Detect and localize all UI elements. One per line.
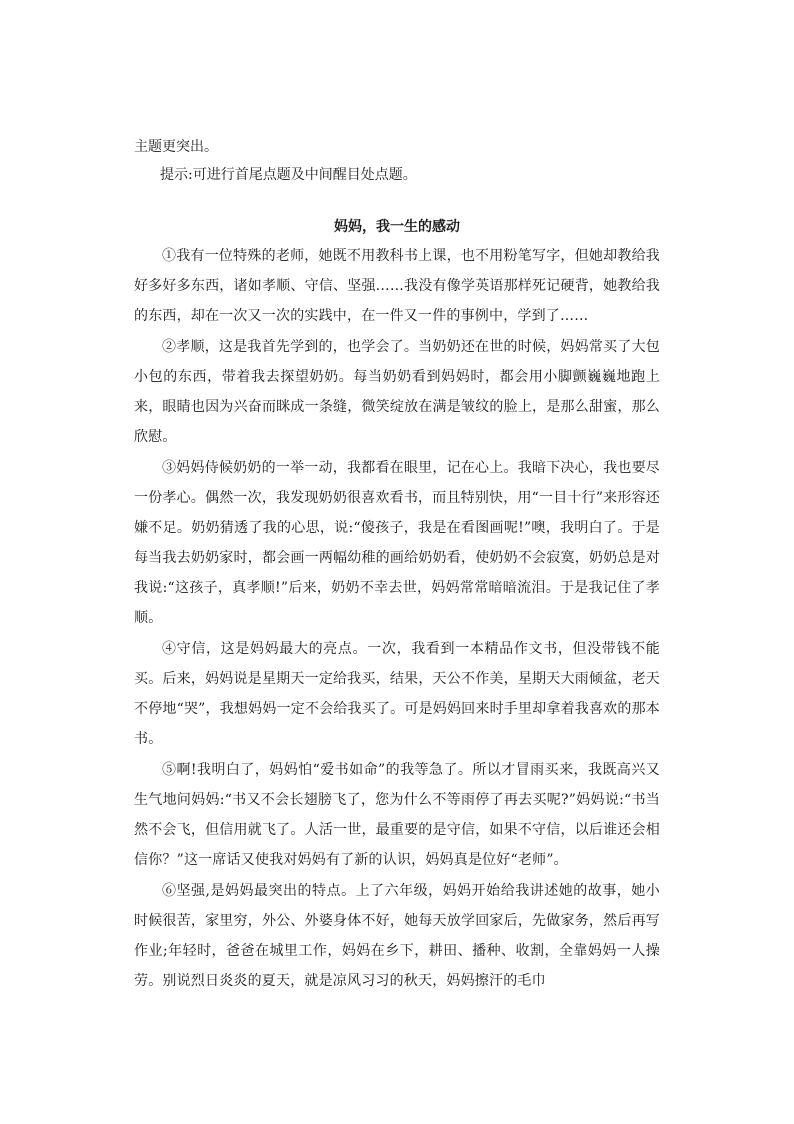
essay-paragraph-6: ⑥坚强,是妈妈最突出的特点。上了六年级，妈妈开始给我讲述她的故事，她小时候很苦，家里穷，外公、外婆身体不好，她每天放学回家后，先做家务，然后再写作业;年轻时，爸爸在城里工作，妈妈在乡下，耕田、播种、收割，全靠妈妈一人操劳。别说烈日炎炎的夏天，就是凉风习习的秋天，妈妈擦汗的毛巾 — [134, 883, 660, 989]
essay-paragraph-2: ②孝顺，这是我首先学到的，也学会了。当奶奶还在世的时候，妈妈常买了大包小包的东西，带着我去探望奶奶。每当奶奶看到妈妈时，都会用小脚颤巍巍地跑上来，眼睛也因为兴奋而眯成一条缝，微笑绽放在满是皱纹的脸上，是那么甜蜜，那么欣慰。 — [134, 339, 660, 445]
essay-title: 妈妈，我一生的感动 — [334, 219, 460, 235]
essay-paragraph-3: ③妈妈侍候奶奶的一举一动，我都看在眼里，记在心上。我暗下决心，我也要尽一份孝心。偶然一次，我发现奶奶很喜欢看书，而且特别快，用“一目十行”来形容还嫌不足。奶奶猜透了我的心思，说:“傻孩子，我是在看图画呢!”噢，我明白了。于是每当我去奶奶家时，都会画一两幅幼稚的画给奶奶看，使奶奶不会寂寞，奶奶总是对我说:“这孩子，真孝顺!”后来，奶奶不幸去世，妈妈常常暗暗流泪。于是我记住了孝顺。 — [134, 460, 660, 626]
essay-paragraph-1: ①我有一位特殊的老师，她既不用教科书上课，也不用粉笔写字，但她却教给我好多好多东西，诸如孝顺、守信、坚强……我没有像学英语那样死记硬背，她教给我的东西，却在一次又一次的实践中，在一件又一件的事例中，学到了…… — [134, 248, 660, 324]
document-body — [134, 133, 660, 997]
essay-paragraph-4: ④守信，这是妈妈最大的亮点。一次，我看到一本精品作文书，但没带钱不能买。后来，妈妈说是星期天一定给我买，结果，天公不作美，星期天大雨倾盆，老天不停地“哭”，我想妈妈一定不会给我买了。可是妈妈回来时手里却拿着我喜欢的那本书。 — [134, 641, 660, 747]
essay-paragraph-5: ⑤啊!我明白了，妈妈怕“爱书如命”的我等急了。所以才冒雨买来，我既高兴又生气地问妈妈:“书又不会长翅膀飞了，您为什么不等雨停了再去买呢?”妈妈说:“书当然不会飞，但信用就飞了。人活一世，最重要的是守信，如果不守信，以后谁还会相信你？”这一席话又使我对妈妈有了新的认识，妈妈真是位好“老师”。 — [134, 762, 660, 868]
hint-text: 提示:可进行首尾点题及中间醒目处点题。 — [160, 167, 417, 183]
previous-fragment-text: 主题更突出。 — [134, 139, 218, 155]
